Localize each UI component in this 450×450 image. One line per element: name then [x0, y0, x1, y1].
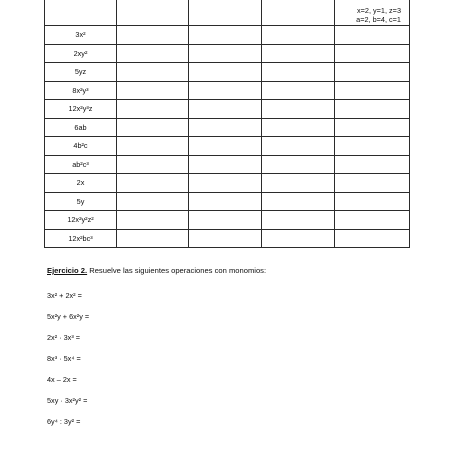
- operation-item: 6y⁴ : 3y² =: [47, 417, 81, 426]
- answer-cell[interactable]: [335, 26, 410, 45]
- header-cell-empty: [262, 0, 335, 26]
- answer-cell[interactable]: [335, 44, 410, 63]
- operations-list: [47, 289, 89, 436]
- monomial-cell: 2xy²: [45, 44, 117, 63]
- answer-cell[interactable]: [335, 174, 410, 193]
- table-row: [45, 118, 410, 137]
- answer-cell[interactable]: [117, 63, 189, 82]
- table-row: [45, 211, 410, 230]
- answer-cell[interactable]: [117, 192, 189, 211]
- answer-cell[interactable]: [189, 211, 262, 230]
- exercise-2-instruction: Resuelve las siguientes operaciones con monomios:: [87, 266, 267, 275]
- exercise-2-title: Ejercicio 2.: [47, 266, 88, 275]
- answer-cell[interactable]: [262, 137, 335, 156]
- answer-cell[interactable]: [335, 63, 410, 82]
- answer-cell[interactable]: [117, 44, 189, 63]
- answer-cell[interactable]: [335, 229, 410, 248]
- monomials-table: [44, 0, 410, 248]
- answer-cell[interactable]: [335, 211, 410, 230]
- answer-cell[interactable]: [335, 81, 410, 100]
- header-cell-empty: [45, 0, 117, 26]
- answer-cell[interactable]: [335, 137, 410, 156]
- answer-cell[interactable]: [117, 100, 189, 119]
- answer-cell[interactable]: [262, 211, 335, 230]
- operation-item: 5x²y + 6x²y =: [47, 312, 90, 321]
- monomial-cell: 12x²y²z²: [45, 211, 117, 230]
- answer-cell[interactable]: [117, 229, 189, 248]
- table-header-row: [45, 0, 410, 26]
- table-row: [45, 63, 410, 82]
- monomial-cell: 5y: [45, 192, 117, 211]
- operation-item: 4x – 2x =: [47, 375, 77, 384]
- monomial-cell: 12x²y³z: [45, 100, 117, 119]
- monomial-cell: 12x²bc³: [45, 229, 117, 248]
- answer-cell[interactable]: [189, 137, 262, 156]
- answer-cell[interactable]: [117, 26, 189, 45]
- answer-cell[interactable]: [262, 44, 335, 63]
- table-row: [45, 100, 410, 119]
- answer-cell[interactable]: [262, 174, 335, 193]
- table-row: [45, 229, 410, 248]
- table-row: [45, 155, 410, 174]
- table-row: [45, 44, 410, 63]
- exercise-2-heading: [47, 266, 266, 275]
- answer-cell[interactable]: [262, 63, 335, 82]
- answer-cell[interactable]: [262, 118, 335, 137]
- monomial-cell: 5yz: [45, 63, 117, 82]
- header-cell-empty: [189, 0, 262, 26]
- monomial-cell: 6ab: [45, 118, 117, 137]
- monomial-cell: 8x²y³: [45, 81, 117, 100]
- answer-cell[interactable]: [335, 155, 410, 174]
- answer-cell[interactable]: [117, 118, 189, 137]
- answer-cell[interactable]: [117, 174, 189, 193]
- header-values-line1: x=2, y=1, z=3: [356, 5, 401, 15]
- answer-cell[interactable]: [117, 211, 189, 230]
- header-cell-values: [335, 0, 410, 26]
- operation-item: 5xy · 3x²y² =: [47, 396, 88, 405]
- answer-cell[interactable]: [189, 44, 262, 63]
- operation-item: 8x³ · 5x⁴ =: [47, 354, 81, 363]
- monomial-cell: 2x: [45, 174, 117, 193]
- table-row: [45, 192, 410, 211]
- table-row: [45, 81, 410, 100]
- answer-cell[interactable]: [117, 137, 189, 156]
- monomial-cell: 3x²: [45, 26, 117, 45]
- operation-item: 3x² + 2x² =: [47, 291, 82, 300]
- answer-cell[interactable]: [189, 155, 262, 174]
- answer-cell[interactable]: [117, 81, 189, 100]
- header-values-line2: a=2, b=4, c=1: [356, 14, 401, 24]
- answer-cell[interactable]: [335, 118, 410, 137]
- answer-cell[interactable]: [189, 229, 262, 248]
- answer-cell[interactable]: [262, 100, 335, 119]
- table-row: [45, 174, 410, 193]
- monomial-cell: ab²c³: [45, 155, 117, 174]
- answer-cell[interactable]: [262, 26, 335, 45]
- answer-cell[interactable]: [189, 81, 262, 100]
- answer-cell[interactable]: [117, 155, 189, 174]
- table-row: [45, 137, 410, 156]
- answer-cell[interactable]: [189, 174, 262, 193]
- table-row: [45, 26, 410, 45]
- answer-cell[interactable]: [262, 229, 335, 248]
- answer-cell[interactable]: [189, 63, 262, 82]
- answer-cell[interactable]: [335, 192, 410, 211]
- answer-cell[interactable]: [189, 118, 262, 137]
- header-cell-empty: [117, 0, 189, 26]
- answer-cell[interactable]: [262, 192, 335, 211]
- operation-item: 2x² · 3x³ =: [47, 333, 81, 342]
- answer-cell[interactable]: [189, 192, 262, 211]
- answer-cell[interactable]: [189, 26, 262, 45]
- answer-cell[interactable]: [335, 100, 410, 119]
- answer-cell[interactable]: [262, 155, 335, 174]
- monomial-cell: 4b²c: [45, 137, 117, 156]
- answer-cell[interactable]: [262, 81, 335, 100]
- answer-cell[interactable]: [189, 100, 262, 119]
